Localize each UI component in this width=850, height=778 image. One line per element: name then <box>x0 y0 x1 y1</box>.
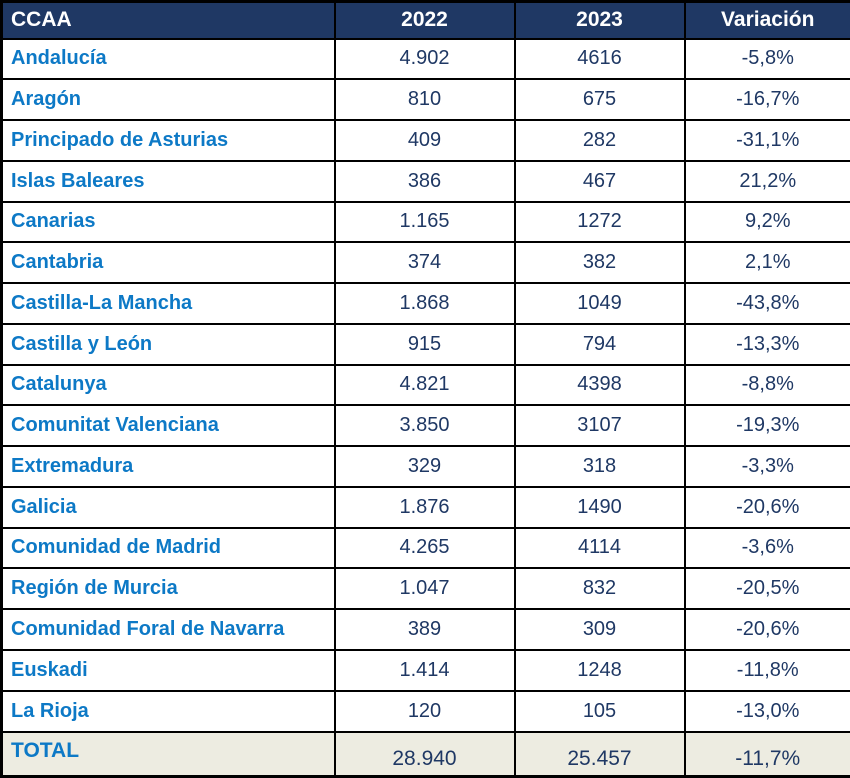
column-header-2023: 2023 <box>515 2 685 39</box>
variation-cell: -13,3% <box>685 324 850 365</box>
table-row <box>2 528 850 569</box>
table-row <box>2 120 850 161</box>
value-2023-cell: 832 <box>515 568 685 609</box>
table-row <box>2 405 850 446</box>
value-2023-cell: 1248 <box>515 650 685 691</box>
value-2023-cell: 794 <box>515 324 685 365</box>
total-label: TOTAL <box>2 732 335 777</box>
variation-cell: 21,2% <box>685 161 850 202</box>
value-2023-cell: 3107 <box>515 405 685 446</box>
variation-cell: -11,8% <box>685 650 850 691</box>
value-2023-cell: 1049 <box>515 283 685 324</box>
value-2023-cell: 382 <box>515 242 685 283</box>
table-row <box>2 242 850 283</box>
table-row <box>2 568 850 609</box>
table-row <box>2 487 850 528</box>
table-row <box>2 691 850 732</box>
total-2023-value: 25.457 <box>515 732 685 777</box>
value-2022-cell: 374 <box>335 242 515 283</box>
value-2023-cell: 1490 <box>515 487 685 528</box>
value-2023-cell: 4398 <box>515 365 685 406</box>
value-2022-cell: 409 <box>335 120 515 161</box>
value-2023-cell: 4114 <box>515 528 685 569</box>
value-2022-cell: 810 <box>335 79 515 120</box>
region-name-cell: Región de Murcia <box>2 568 335 609</box>
variation-cell: -13,0% <box>685 691 850 732</box>
variation-cell: -20,6% <box>685 609 850 650</box>
region-name-cell: Cantabria <box>2 242 335 283</box>
region-name-cell: Catalunya <box>2 365 335 406</box>
region-name-cell: Islas Baleares <box>2 161 335 202</box>
table-row <box>2 365 850 406</box>
variation-cell: -20,6% <box>685 487 850 528</box>
total-row <box>2 732 850 777</box>
value-2022-cell: 3.850 <box>335 405 515 446</box>
variation-cell: -5,8% <box>685 39 850 80</box>
value-2023-cell: 4616 <box>515 39 685 80</box>
value-2022-cell: 1.414 <box>335 650 515 691</box>
value-2022-cell: 329 <box>335 446 515 487</box>
column-header-ccaa: CCAA <box>2 2 335 39</box>
column-header-2022: 2022 <box>335 2 515 39</box>
value-2022-cell: 389 <box>335 609 515 650</box>
value-2022-cell: 120 <box>335 691 515 732</box>
total-variation-value: -11,7% <box>685 732 850 777</box>
variation-cell: -43,8% <box>685 283 850 324</box>
value-2022-cell: 4.821 <box>335 365 515 406</box>
value-2023-cell: 318 <box>515 446 685 487</box>
value-2023-cell: 282 <box>515 120 685 161</box>
region-name-cell: Andalucía <box>2 39 335 80</box>
region-name-cell: Comunidad de Madrid <box>2 528 335 569</box>
table-row <box>2 650 850 691</box>
value-2022-cell: 1.876 <box>335 487 515 528</box>
value-2022-cell: 1.047 <box>335 568 515 609</box>
table-row <box>2 609 850 650</box>
variation-cell: -3,3% <box>685 446 850 487</box>
region-name-cell: La Rioja <box>2 691 335 732</box>
region-name-cell: Castilla y León <box>2 324 335 365</box>
table-row <box>2 202 850 243</box>
region-name-cell: Galicia <box>2 487 335 528</box>
region-name-cell: Extremadura <box>2 446 335 487</box>
table-row <box>2 161 850 202</box>
variation-cell: -20,5% <box>685 568 850 609</box>
table-row <box>2 39 850 80</box>
table-body <box>2 39 850 732</box>
value-2022-cell: 4.265 <box>335 528 515 569</box>
value-2022-cell: 1.165 <box>335 202 515 243</box>
value-2023-cell: 675 <box>515 79 685 120</box>
region-name-cell: Castilla-La Mancha <box>2 283 335 324</box>
table-row <box>2 79 850 120</box>
value-2022-cell: 386 <box>335 161 515 202</box>
region-name-cell: Canarias <box>2 202 335 243</box>
value-2022-cell: 915 <box>335 324 515 365</box>
region-name-cell: Comunidad Foral de Navarra <box>2 609 335 650</box>
value-2023-cell: 1272 <box>515 202 685 243</box>
header-row <box>2 2 850 39</box>
region-name-cell: Euskadi <box>2 650 335 691</box>
table-row <box>2 446 850 487</box>
variation-cell: 2,1% <box>685 242 850 283</box>
value-2023-cell: 467 <box>515 161 685 202</box>
value-2022-cell: 1.868 <box>335 283 515 324</box>
table-row <box>2 283 850 324</box>
value-2023-cell: 309 <box>515 609 685 650</box>
variation-cell: -19,3% <box>685 405 850 446</box>
table-row <box>2 324 850 365</box>
total-2022-value: 28.940 <box>335 732 515 777</box>
value-2022-cell: 4.902 <box>335 39 515 80</box>
region-name-cell: Principado de Asturias <box>2 120 335 161</box>
variation-cell: -16,7% <box>685 79 850 120</box>
variation-cell: -8,8% <box>685 365 850 406</box>
variation-cell: 9,2% <box>685 202 850 243</box>
region-name-cell: Comunitat Valenciana <box>2 405 335 446</box>
variation-cell: -3,6% <box>685 528 850 569</box>
column-header-variacion: Variación <box>685 2 850 39</box>
variation-cell: -31,1% <box>685 120 850 161</box>
region-name-cell: Aragón <box>2 79 335 120</box>
value-2023-cell: 105 <box>515 691 685 732</box>
